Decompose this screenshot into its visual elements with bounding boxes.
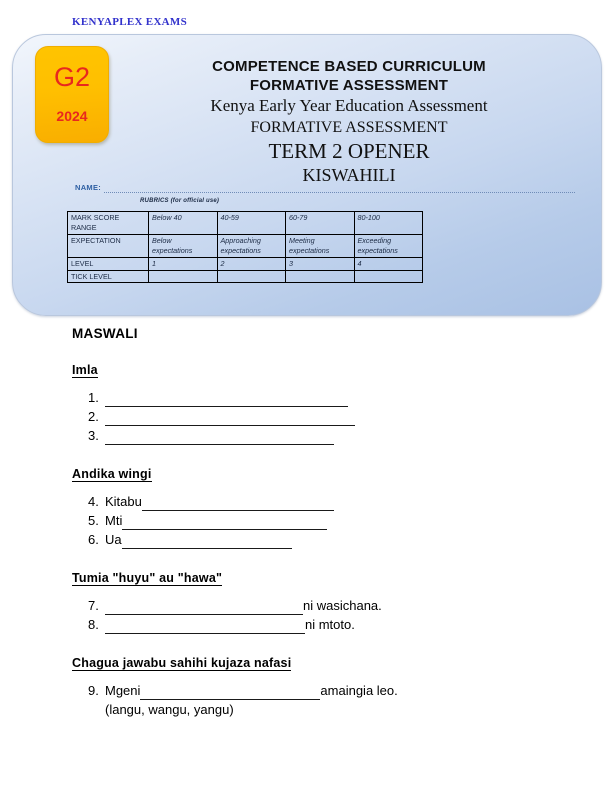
answer-options-hint: (langu, wangu, yangu) (105, 702, 234, 717)
table-row (68, 270, 423, 283)
list-item (88, 596, 612, 615)
rubric-cell: Approaching expectations (217, 235, 286, 258)
rubric-cell: Below 40 (149, 212, 218, 235)
rubric-row-header: LEVEL (68, 258, 149, 271)
question-section (0, 361, 612, 445)
name-field-row (75, 183, 575, 193)
rubric-row-header: MARK SCORE RANGE (68, 212, 149, 235)
section-heading: Imla (72, 363, 98, 377)
exam-year-text: 2024 (56, 108, 88, 124)
table-row (68, 212, 423, 235)
sections-root (0, 361, 612, 719)
answer-blank[interactable] (122, 516, 327, 530)
answer-blank[interactable] (105, 620, 305, 634)
tick-level-cell[interactable] (149, 270, 218, 283)
section-heading: Chagua jawabu sahihi kujaza nafasi (72, 656, 292, 670)
list-item (88, 426, 612, 445)
rubric-cell: 2 (217, 258, 286, 271)
list-item (88, 615, 612, 634)
question-number: 5. (88, 513, 99, 528)
question-section (0, 569, 612, 634)
list-item (88, 388, 612, 407)
answer-blank[interactable] (105, 393, 348, 407)
question-list (0, 681, 612, 700)
rubrics-table (67, 211, 423, 283)
question-prompt: Mgeni (105, 683, 141, 698)
title-line-subject: KISWAHILI (302, 165, 396, 185)
table-row (68, 235, 423, 258)
question-section (0, 465, 612, 549)
rubric-cell: Exceeding expectations (354, 235, 423, 258)
question-number: 2. (88, 409, 99, 424)
answer-blank[interactable] (105, 431, 334, 445)
tick-level-cell[interactable] (217, 270, 286, 283)
question-prompt: Mti (105, 513, 123, 528)
title-line-term: TERM 2 OPENER (268, 139, 430, 163)
grade-badge (35, 46, 109, 143)
table-row (68, 258, 423, 271)
rubrics-caption: RUBRICS (for official use) (140, 198, 220, 204)
question-number: 9. (88, 683, 99, 698)
section-heading: Tumia "huyu" au "hawa" (72, 571, 223, 585)
rubric-cell: 1 (149, 258, 218, 271)
answer-blank[interactable] (140, 686, 320, 700)
title-line-kenya-eyea: Kenya Early Year Education Assessment (210, 96, 488, 115)
list-item (88, 492, 612, 511)
answer-blank[interactable] (105, 601, 303, 615)
page-title: MASWALI (72, 326, 138, 341)
question-list (0, 596, 612, 634)
question-number: 3. (88, 428, 99, 443)
exam-title-block (123, 57, 575, 187)
question-list (0, 492, 612, 549)
question-tail-text: amaingia leo. (320, 683, 398, 698)
question-number: 1. (88, 390, 99, 405)
question-tail-text: ni mtoto. (305, 617, 355, 632)
answer-blank[interactable] (105, 412, 355, 426)
list-item (88, 407, 612, 426)
question-tail-text: ni wasichana. (303, 598, 382, 613)
section-heading-row (0, 654, 612, 672)
grade-level-text: G2 (53, 62, 91, 92)
tick-level-cell[interactable] (286, 270, 355, 283)
rubric-row-header: TICK LEVEL (68, 270, 149, 283)
question-number: 4. (88, 494, 99, 509)
rubric-cell: Meeting expectations (286, 235, 355, 258)
question-number: 7. (88, 598, 99, 613)
name-input[interactable] (104, 185, 575, 193)
rubric-row-header: EXPECTATION (68, 235, 149, 258)
rubric-cell: 60-79 (286, 212, 355, 235)
name-field-label: NAME: (75, 183, 102, 192)
section-heading-row (0, 361, 612, 379)
list-item (88, 530, 612, 549)
questions-area (0, 326, 612, 719)
section-heading-row (0, 569, 612, 587)
question-number: 6. (88, 532, 99, 547)
question-list (0, 388, 612, 445)
tick-level-cell[interactable] (354, 270, 423, 283)
answer-blank[interactable] (142, 497, 334, 511)
section-heading-row (0, 465, 612, 483)
title-line-assessment: FORMATIVE ASSESSMENT (249, 77, 449, 94)
rubric-cell: Below expectations (149, 235, 218, 258)
publisher-label: KENYAPLEX EXAMS (72, 16, 188, 28)
rubric-cell: 4 (354, 258, 423, 271)
section-heading: Andika wingi (72, 467, 152, 481)
title-line-formative: FORMATIVE ASSESSMENT (250, 119, 448, 136)
exam-header-banner (12, 34, 602, 316)
rubric-cell: 80-100 (354, 212, 423, 235)
question-section (0, 654, 612, 719)
rubric-cell: 40-59 (217, 212, 286, 235)
question-prompt: Kitabu (105, 494, 142, 509)
list-item (88, 681, 612, 700)
question-number: 8. (88, 617, 99, 632)
title-line-curriculum: COMPETENCE BASED CURRICULUM (212, 58, 486, 75)
answer-blank[interactable] (122, 535, 292, 549)
list-item (88, 511, 612, 530)
question-prompt: Ua (105, 532, 122, 547)
rubric-cell: 3 (286, 258, 355, 271)
